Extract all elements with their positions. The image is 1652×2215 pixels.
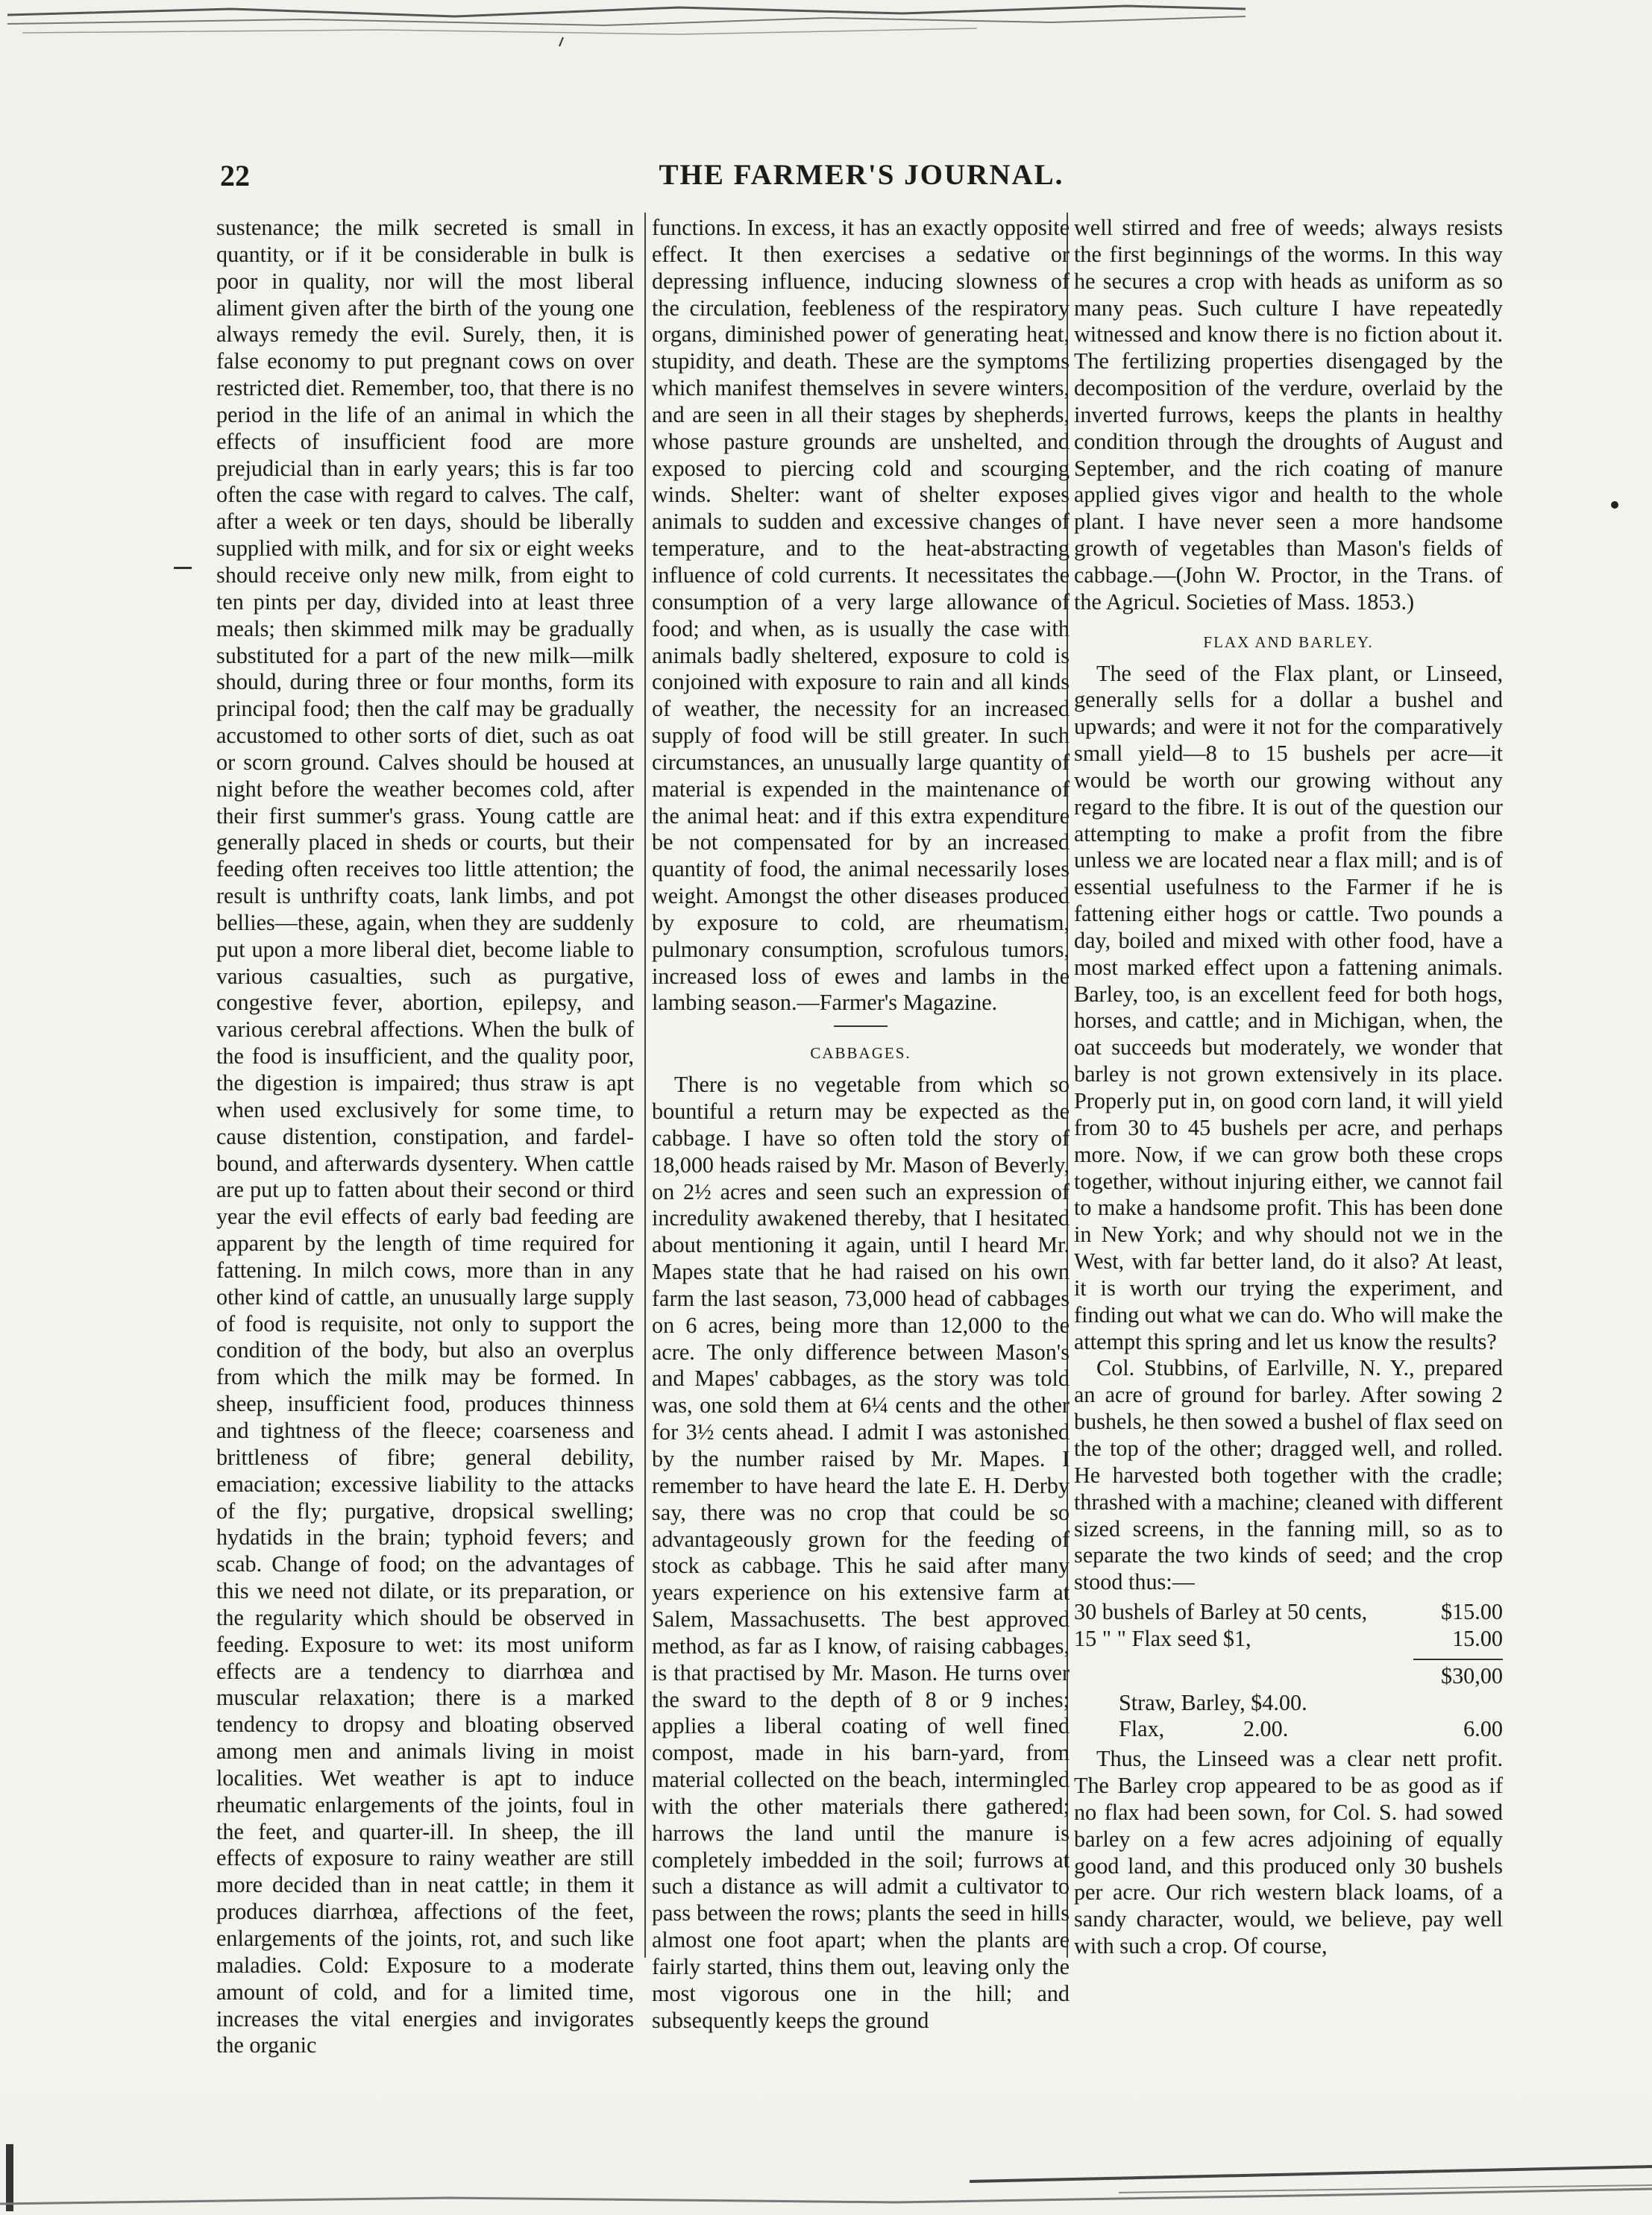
page-number: 22 (220, 159, 250, 192)
section-rule (834, 1025, 888, 1027)
ledger-straw-barley (1074, 1690, 1503, 1717)
journal-title: THE FARMER'S JOURNAL. (659, 159, 1064, 191)
ledger-total: $30,00 (1440, 1662, 1503, 1688)
scan-noise-top (7, 0, 1246, 52)
margin-dot (1611, 501, 1618, 509)
ledger-amount: 15.00 (1452, 1625, 1503, 1651)
ledger-row (1074, 1599, 1503, 1626)
ledger-straw-flax (1074, 1716, 1503, 1743)
ledger-label: 15 " " Flax seed $1, (1074, 1625, 1251, 1651)
section-heading-flax-and-barley: FLAX AND BARLEY. (1203, 632, 1374, 651)
ledger-label: Straw, Barley, $4.00. (1119, 1689, 1307, 1715)
page-header (220, 151, 1503, 198)
ledger-row (1074, 1626, 1503, 1653)
ledger-amount: 6.00 (1463, 1716, 1503, 1742)
ledger-label: Flax, 2.00. (1119, 1716, 1289, 1742)
article-paragraph: There is no vegetable from which so bountiful a return may be expected as the cabbage. I have so often told the story of 18,000 heads raised by Mr. Mason of Beverly, on 2½ acres and seen such an expression of incredulity awakened thereby, that I hesitated about mentioning it again, until I heard Mr. Mapes state that he had raised on his own farm the last season, 73,000 head of cabbages on 6 acres, being more than 12,000 to the acre. The only difference between Mason's and Mapes' cabbages, as the story was told was, one sold them at 6¼ cents and the other for 3½ cents ahead. I admit I was astonished by the number raised by Mr. Mapes. I remember to have heard the late E. H. Derby say, there was no crop that could be so advantageously grown for the feeding of stock as cabbage. This he said after many years experience on his extensive farm at Salem, Massachusetts. The best approved method, as far as I know, of raising cabbages, is that practised by Mr. Mason. He turns over the sward to the depth of 8 or 9 inches; applies a liberal coating of well fined compost, made in his barn-yard, from material collected on the beach, intermingled with the other materials there gathered; harrows the land until the manure is completely imbedded in the soil; furrows at such a distance as will admit a cultivator to pass between the rows; plants the seed in hills almost one foot apart; when the plants are fairly started, thins them out, leaving only the most vigorous one in the hill; and subsequently keeps the ground (652, 1072, 1070, 2033)
column-divider-1 (644, 213, 646, 1958)
crop-ledger (1074, 1599, 1503, 1743)
scan-noise-bottom (0, 2114, 1652, 2215)
ledger-total-rule (1413, 1659, 1503, 1660)
article-paragraph: Col. Stubbins, of Earlville, N. Y., prepared an acre of ground for barley. After sowing 2 bushels, he then sowed a bushel of flax seed on the top of the other; dragged well, and rolled. He harvested both together with the cradle; thrashed with a machine; cleaned with different sized screens, in the fanning mill, so as to separate the two kinds of seed; and the crop stood thus:— (1074, 1355, 1503, 1595)
article-paragraph: functions. In excess, it has an exactly opposite effect. It then exercises a sedative or depressing influence, inducing slowness of the circulation, feebleness of the respiratory organs, diminished power of generating heat, stupidity, and death. These are the symptoms which manifest themselves in severe winters, and are seen in all their stages by shepherds, whose pasture grounds are unshelted, and exposed to piercing cold and scourging winds. Shelter: want of shelter exposes animals to sudden and excessive changes of temperature, and to the heat-abstracting influence of cold currents. It necessitates the consumption of a very large allowance of food; and when, as is usually the case with animals badly sheltered, exposure to cold is conjoined with exposure to rain and all kinds of weather, the necessity for an increased supply of food will be still greater. In such circumstances, an unusually large quantity of material is expended in the maintenance of the animal heat: and if this extra expenditure be not compensated for by an increased quantity of food, the animal necessarily loses weight. Amongst the other diseases produced by exposure to cold, are rheumatism, pulmonary consumption, scrofulous tumors, increased loss of ewes and lambs in the lambing season.—Farmer's Magazine. (652, 215, 1070, 1016)
ledger-amount: $15.00 (1440, 1599, 1503, 1625)
article-paragraph: The seed of the Flax plant, or Linseed, generally sells for a dollar a bushel and upwards; and were it not for the comparatively small yield—8 to 15 bushels per acre—it would be worth our growing without any regard to the fibre. It is out of the question our attempting to make a profit from the fibre unless we are located near a flax mill; and is of essential usefulness to the Farmer if he is fattening either hogs or cattle. Two pounds a day, boiled and mixed with other food, have a most marked effect upon a fattening animals. Barley, too, is an excellent feed for both hogs, horses, and cattle; and in Michigan, when, the oat succeeds but moderately, we wonder that barley is not grown extensively in its place. Properly put in, on good corn land, it will yield from 30 to 45 bushels per acre, and perhaps more. Now, if we can grow both these crops together, without injuring either, we cannot fail to make a handsome profit. This has been done in New York; and why should not we in the West, with far better land, do it also? At least, it is worth our trying the experiment, and finding out what we can do. Who will make the attempt this spring and let us know the results? (1074, 660, 1503, 1354)
article-paragraph: well stirred and free of weeds; always resists the first beginnings of the worms. In this way he secures a crop with heads as uniform as so many peas. Such culture I have repeatedly witnessed and know there is no fiction about it. The fertilizing properties disengaged by the decomposition of the verdure, overlaid by the inverted furrows, keeps the plants in healthy condition through the droughts of August and September, and the rich coating of manure applied gives vigor and health to the whole plant. I have never seen a more handsome growth of vegetables than Mason's fields of cabbage.—(John W. Proctor, in the Trans. of the Agricul. Societies of Mass. 1853.) (1074, 215, 1503, 615)
column-3 (1074, 215, 1503, 1959)
column-2 (652, 215, 1070, 2033)
ledger-label: 30 bushels of Barley at 50 cents, (1074, 1599, 1368, 1625)
article-paragraph: Thus, the Linseed was a clear nett profit. The Barley crop appeared to be as good as if no flax had been sown, for Col. S. had sowed barley on a few acres adjoining of equally good land, and this produced only 30 bushels per acre. Our rich western black loams, of a sandy character, would, we believe, pay well with such a crop. Of course, (1074, 1746, 1503, 1959)
column-1 (216, 215, 634, 2058)
article-paragraph: sustenance; the milk secreted is small in quantity, or if it be considerable in bulk is poor in quality, nor will the most liberal aliment given after the birth of the young one always remedy the evil. Surely, then, it is false economy to put pregnant cows on over restricted diet. Remember, too, that there is no period in the life of an animal in which the effects of insufficient food are more prejudicial than in early years; this is far too often the case with regard to calves. The calf, after a week or ten days, should be liberally supplied with milk, and for six or eight weeks should receive only new milk, from eight to ten pints per day, divided into at least three meals; then skimmed milk may be gradually substituted for a part of the new milk—milk should, during three or four months, form its principal food; then the calf may be gradually accustomed to other sorts of diet, such as oat or scorn ground. Calves should be housed at night before the weather becomes cold, after their first summer's grass. Young cattle are generally placed in sheds or courts, but their feeding often receives too little attention; the result is unthrifty coats, lank limbs, and pot bellies—these, again, when they are suddenly put upon a more liberal diet, become liable to various casualties, such as purgative, congestive fever, abortion, epilepsy, and various cerebral affections. When the bulk of the food is insufficient, and the quality poor, the digestion is impaired; thus straw is apt when used exclusively for some time, to cause distention, constipation, and fardel-bound, and afterwards dysentery. When cattle are put up to fatten about their second or third year the evil effects of early bad feeding are apparent by the length of time required for fattening. In milch cows, more than in any other kind of cattle, an unusually large supply of food is requisite, not only to support the condition of the body, but also an overplus from which the milk may be formed. In sheep, insufficient food, produces thinness and tightness of the fleece; coarseness and brittleness of fibre; general debility, emaciation; excessive liability to the attacks of the fly; purgative, dropsical swelling; hydatids in the brain; typhoid fevers; and scab. Change of food; on the advantages of this we need not dilate, or its preparation, or the regularity which should be observed in feeding. Exposure to wet: its most uniform effects are a tendency to diarrhœa and muscular relaxation; there is a marked tendency to dropsy and bloating observed among men and animals living in moist localities. Wet weather is apt to induce rheumatic enlargements of the joints, foul in the feet, and quarter-ill. In sheep, the ill effects of exposure to rainy weather are still more decided than in neat cattle; in them it produces diarrhœa, affections of the feet, enlargements of the joints, rot, and such like maladies. Cold: Exposure to a moderate amount of cold, and for a limited time, increases the vital energies and invigorates the organic (216, 215, 634, 2058)
margin-mark (174, 567, 192, 569)
section-heading-cabbages: CABBAGES. (810, 1044, 911, 1063)
